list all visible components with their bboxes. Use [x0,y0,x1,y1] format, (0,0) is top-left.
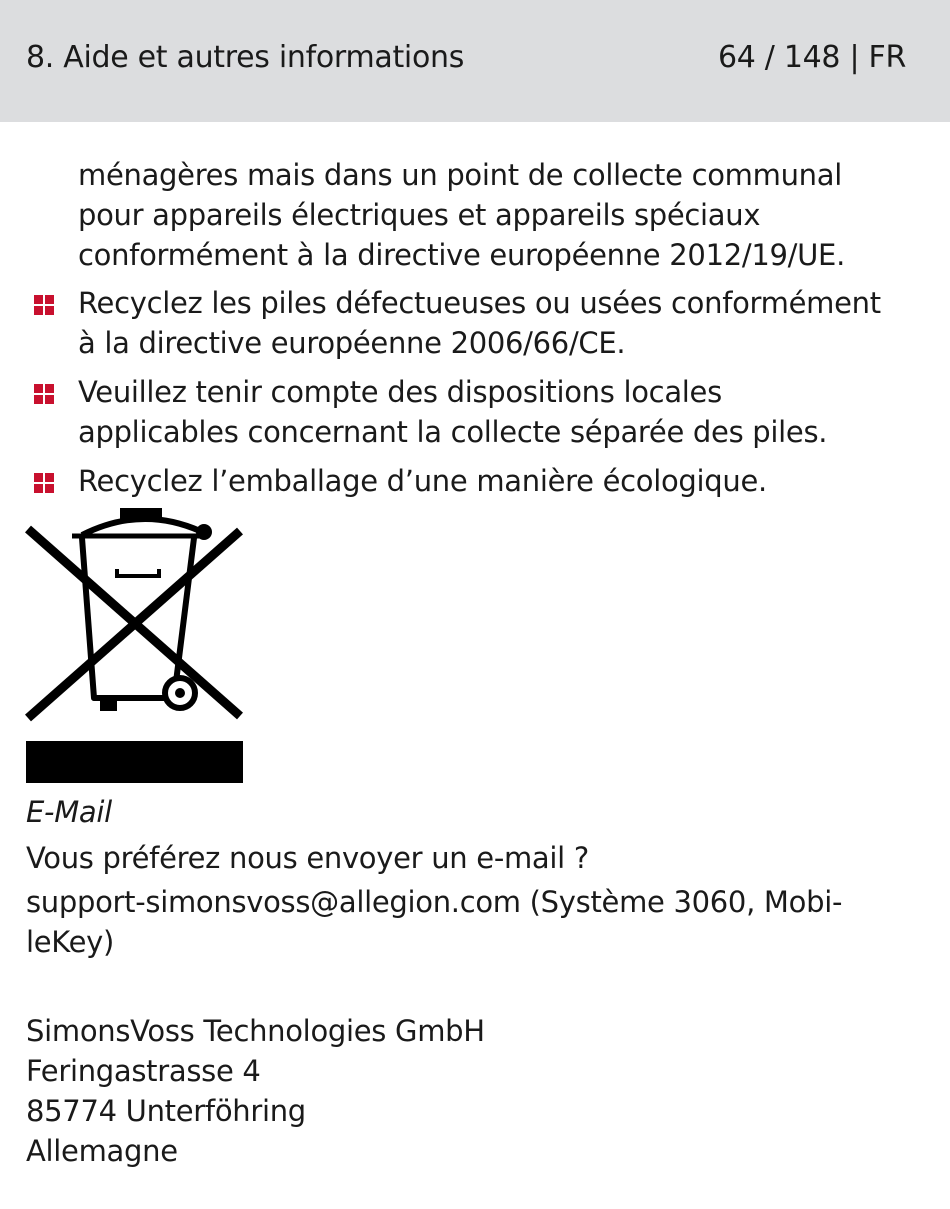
crossed-out-wheelie-bin-icon [24,505,246,787]
email-section [26,792,926,832]
email-address-line: leKey) [26,925,114,959]
email-label: E-Mail [26,795,112,829]
bullet-text [78,283,928,363]
intro-line: pour appareils électriques et appareils spéciaux [78,198,761,232]
bullet-line: Veuillez tenir compte des dispositions locales [78,375,722,409]
city: 85774 Unterföhring [26,1094,306,1128]
intro-paragraph [78,155,938,275]
section-title: 8. Aide et autres informations [26,40,465,75]
email-question: Vous préférez nous envoyer un e-mail ? [26,841,589,875]
email-question-block [26,838,926,878]
bullet-line: Recyclez les piles défectueuses ou usées conformément [78,286,881,320]
red-square-bullet-icon [34,384,54,404]
postal-address [26,1011,926,1171]
intro-line: conformément à la directive européenne 2012/19/UE. [78,238,845,272]
bullet-line: applicables concernant la collecte séparée des piles. [78,415,828,449]
bullet-text [78,372,928,452]
company-name: SimonsVoss Technologies GmbH [26,1014,485,1048]
red-square-bullet-icon [34,473,54,493]
red-square-bullet-icon [34,295,54,315]
street: Feringastrasse 4 [26,1054,261,1088]
bullet-line: Recyclez l’emballage d’une manière écologique. [78,464,767,498]
page-indicator: 64 / 148 | FR [718,40,906,75]
email-address-line: support-simonsvoss@allegion.com (Système 3060, Mobi- [26,885,843,919]
bullet-text [78,461,928,501]
intro-line: ménagères mais dans un point de collecte communal [78,158,842,192]
page-header [0,0,950,122]
email-address-block [26,882,926,962]
bullet-line: à la directive européenne 2006/66/CE. [78,326,626,360]
country: Allemagne [26,1134,178,1168]
